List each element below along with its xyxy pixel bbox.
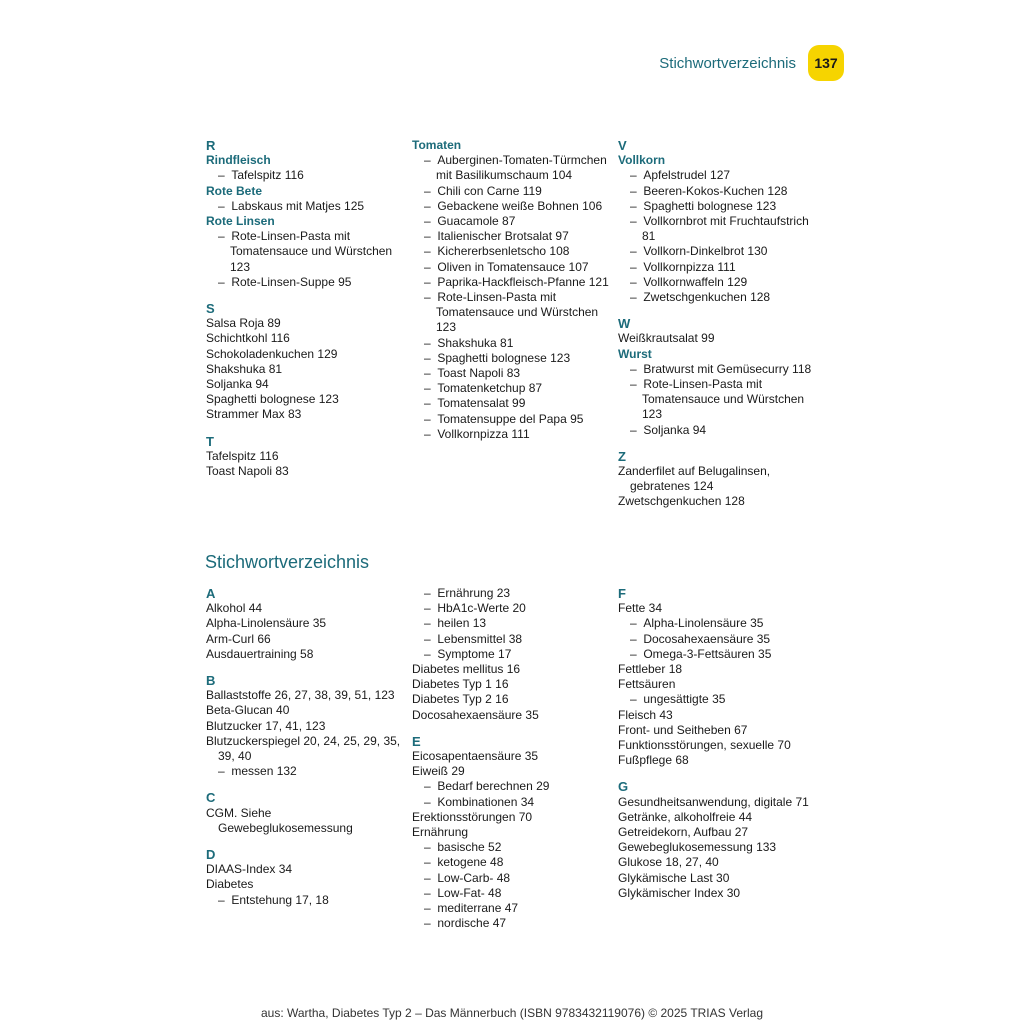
index-entry: Schokoladenkuchen 129 xyxy=(206,346,338,361)
index-entry: Front- und Seitheben 67 xyxy=(618,722,748,737)
index-letter-block xyxy=(618,449,818,510)
index-entry: Spaghetti bolognese 123 xyxy=(206,392,339,407)
index-letter-block xyxy=(206,138,406,290)
index-letter-heading: W xyxy=(618,316,631,332)
index-category: Rindfleisch xyxy=(206,153,271,168)
index-entry: Erektionsstörungen 70 xyxy=(412,809,533,824)
index-entry: Eicosapentaensäure 35 xyxy=(412,749,539,764)
keyword-index-title: Stichwortverzeichnis xyxy=(205,552,370,572)
index-category: Rote Bete xyxy=(206,183,263,198)
index-entry: Eiweiß 29 xyxy=(412,764,465,779)
index-entry: Fette 34 xyxy=(618,601,663,616)
index-subentry: – Rote-Linsen-Pasta mit Tomatensauce und Würstchen 123 xyxy=(206,229,406,275)
index-entry: DIAAS-Index 34 xyxy=(206,862,293,877)
index-letter-block xyxy=(206,434,406,480)
index-entry: Docosahexaensäure 35 xyxy=(412,707,539,722)
index-entry: Arm-Curl 66 xyxy=(206,631,271,646)
index-entry: Fettleber 18 xyxy=(618,662,683,677)
index-letter-block xyxy=(206,586,406,662)
keyword-index-column-3 xyxy=(618,586,818,912)
index-subentry: – Vollkornwaffeln 129 xyxy=(618,275,818,290)
index-entry: Glykämische Last 30 xyxy=(618,870,730,885)
index-subentry: – Paprika-Hackfleisch-Pfanne 121 xyxy=(412,275,612,290)
keyword-index-column-1 xyxy=(206,586,406,919)
index-entry: Diabetes mellitus 16 xyxy=(412,662,521,677)
index-entry: Salsa Roja 89 xyxy=(206,316,281,331)
index-subentry: – Vollkornbrot mit Fruchtaufstrich 81 xyxy=(618,214,818,244)
index-entry: Diabetes xyxy=(206,877,254,892)
index-entry: CGM. Siehe Gewebeglukosemessung xyxy=(206,805,353,835)
index-letter-heading: V xyxy=(618,138,627,153)
index-letter-heading: F xyxy=(618,586,626,601)
index-subentry: – Rote-Linsen-Pasta mit Tomatensauce und Würstchen 123 xyxy=(618,377,818,423)
index-subentry: – Chili con Carne 119 xyxy=(412,184,612,199)
index-subentry: – ungesättigte 35 xyxy=(618,692,818,707)
index-letter-block xyxy=(618,138,818,305)
index-subentry: – Spaghetti bolognese 123 xyxy=(618,199,818,214)
index-entry: Diabetes Typ 1 16 xyxy=(412,677,509,692)
index-category: Vollkorn xyxy=(618,153,666,168)
index-subentry: – Tomatensuppe del Papa 95 xyxy=(412,412,612,427)
index-subentry: – Alpha-Linolensäure 35 xyxy=(618,616,818,631)
index-entry: Strammer Max 83 xyxy=(206,407,302,422)
index-letter-block xyxy=(206,673,406,779)
index-subentry: – basische 52 xyxy=(412,840,612,855)
index-subentry: – Gebackene weiße Bohnen 106 xyxy=(412,199,612,214)
index-entry: Soljanka 94 xyxy=(206,377,269,392)
index-subentry: – Bratwurst mit Gemüsecurry 118 xyxy=(618,362,818,377)
index-letter-block xyxy=(618,316,818,438)
index-letter-heading: E xyxy=(412,733,421,749)
index-subentry: – Labskaus mit Matjes 125 xyxy=(206,199,406,214)
index-subentry: – Entstehung 17, 18 xyxy=(206,893,406,908)
index-subentry: – Docosahexaensäure 35 xyxy=(618,632,818,647)
index-letter-heading: Z xyxy=(618,448,626,464)
index-letter-block xyxy=(412,586,612,723)
index-subentry: – Vollkornpizza 111 xyxy=(412,427,612,442)
index-entry: Alkohol 44 xyxy=(206,601,263,616)
index-letter-heading: T xyxy=(206,433,214,449)
index-entry: Blutzuckerspiegel 20, 24, 25, 29, 35, 39, 40 xyxy=(206,733,401,764)
index-entry: Fleisch 43 xyxy=(618,707,673,722)
index-entry: Schichtkohl 116 xyxy=(206,331,290,346)
index-letter-block xyxy=(618,586,818,768)
index-entry: Ausdauertraining 58 xyxy=(206,646,314,661)
index-subentry: – Low-Fat- 48 xyxy=(412,886,612,901)
index-subentry: – Spaghetti bolognese 123 xyxy=(412,351,612,366)
index-letter-block xyxy=(412,138,612,442)
index-entry: Fettsäuren xyxy=(618,677,676,692)
index-subentry: – Apfelstrudel 127 xyxy=(618,168,818,183)
index-letter-block xyxy=(412,734,612,932)
index-subentry: – HbA1c-Werte 20 xyxy=(412,601,612,616)
index-entry: Beta-Glucan 40 xyxy=(206,703,290,718)
index-letter-block xyxy=(206,790,406,836)
index-subentry: – Lebensmittel 38 xyxy=(412,632,612,647)
index-category: Rote Linsen xyxy=(206,214,275,229)
index-subentry: – Rote-Linsen-Suppe 95 xyxy=(206,275,406,290)
index-letter-heading: B xyxy=(206,673,216,689)
index-subentry: – Auberginen-Tomaten-Türmchen mit Basilikumschaum 104 xyxy=(412,153,612,183)
index-subentry: – ketogene 48 xyxy=(412,855,612,870)
index-entry: Glukose 18, 27, 40 xyxy=(618,855,719,870)
index-entry: Shakshuka 81 xyxy=(206,361,283,376)
index-subentry: – Ernährung 23 xyxy=(412,586,612,601)
index-entry: Alpha-Linolensäure 35 xyxy=(206,616,327,631)
index-letter-heading: S xyxy=(206,301,215,317)
index-subentry: – Oliven in Tomatensauce 107 xyxy=(412,260,612,275)
index-entry: Gewebeglukosemessung 133 xyxy=(618,840,777,855)
index-subentry: – Beeren-Kokos-Kuchen 128 xyxy=(618,184,818,199)
index-entry: Glykämischer Index 30 xyxy=(618,885,741,900)
index-subentry: – Symptome 17 xyxy=(412,647,612,662)
header-title: Stichwortverzeichnis xyxy=(659,55,796,72)
index-subentry: – Guacamole 87 xyxy=(412,214,612,229)
index-subentry: – Toast Napoli 83 xyxy=(412,366,612,381)
index-letter-heading: A xyxy=(206,586,216,601)
index-entry: Fußpflege 68 xyxy=(618,753,689,768)
recipe-index-column-3 xyxy=(618,138,818,521)
index-subentry: – heilen 13 xyxy=(412,616,612,631)
index-subentry: – Tafelspitz 116 xyxy=(206,168,406,183)
index-subentry: – Vollkornpizza 111 xyxy=(618,260,818,275)
index-entry: Ballaststoffe 26, 27, 38, 39, 51, 123 xyxy=(206,688,395,703)
keyword-index-column-2 xyxy=(412,586,612,942)
index-subentry: – Tomatensalat 99 xyxy=(412,396,612,411)
index-letter-heading: C xyxy=(206,790,216,806)
index-subentry: – Italienischer Brotsalat 97 xyxy=(412,229,612,244)
index-subentry: – Low-Carb- 48 xyxy=(412,871,612,886)
index-letter-heading: D xyxy=(206,847,216,863)
index-entry: Zwetschgenkuchen 128 xyxy=(618,494,745,509)
recipe-index-column-2 xyxy=(412,138,612,453)
page-number-badge: 137 xyxy=(808,45,844,81)
index-category: Wurst xyxy=(618,346,652,361)
index-subentry: – mediterrane 47 xyxy=(412,901,612,916)
index-entry: Getreidekorn, Aufbau 27 xyxy=(618,825,749,840)
index-subentry: – Vollkorn-Dinkelbrot 130 xyxy=(618,244,818,259)
index-subentry: – Rote-Linsen-Pasta mit Tomatensauce und Würstchen 123 xyxy=(412,290,612,336)
recipe-index-column-1 xyxy=(206,138,406,490)
index-subentry: – messen 132 xyxy=(206,764,406,779)
index-letter-heading: R xyxy=(206,138,216,153)
copyright-footer: aus: Wartha, Diabetes Typ 2 – Das Männerbuch (ISBN 9783432119076) © 2025 TRIAS Verlag xyxy=(260,1006,764,1020)
index-letter-heading: G xyxy=(618,779,629,795)
index-entry: Toast Napoli 83 xyxy=(206,464,289,479)
index-letter-block xyxy=(206,847,406,908)
index-entry: Diabetes Typ 2 16 xyxy=(412,692,509,707)
index-entry: Tafelspitz 116 xyxy=(206,448,279,463)
index-category: Tomaten xyxy=(412,138,462,152)
index-subentry: – Shakshuka 81 xyxy=(412,336,612,351)
index-subentry: – Soljanka 94 xyxy=(618,423,818,438)
index-subentry: – Zwetschgenkuchen 128 xyxy=(618,290,818,305)
index-entry: Zanderfilet auf Belugalinsen, gebratenes 124 xyxy=(618,464,771,494)
index-subentry: – Tomatenketchup 87 xyxy=(412,381,612,396)
index-entry: Getränke, alkoholfreie 44 xyxy=(618,809,753,824)
index-subentry: – Bedarf berechnen 29 xyxy=(412,779,612,794)
index-entry: Ernährung xyxy=(412,825,469,840)
index-subentry: – nordische 47 xyxy=(412,916,612,931)
index-entry: Gesundheitsanwendung, digitale 71 xyxy=(618,794,809,809)
index-entry: Funktionsstörungen, sexuelle 70 xyxy=(618,738,791,753)
index-entry: Blutzucker 17, 41, 123 xyxy=(206,718,326,733)
index-subentry: – Omega-3-Fettsäuren 35 xyxy=(618,647,818,662)
index-subentry: – Kombinationen 34 xyxy=(412,795,612,810)
index-letter-block xyxy=(206,301,406,423)
index-entry: Weißkrautsalat 99 xyxy=(618,331,715,346)
index-letter-block xyxy=(618,779,818,901)
index-subentry: – Kichererbsenletscho 108 xyxy=(412,244,612,259)
